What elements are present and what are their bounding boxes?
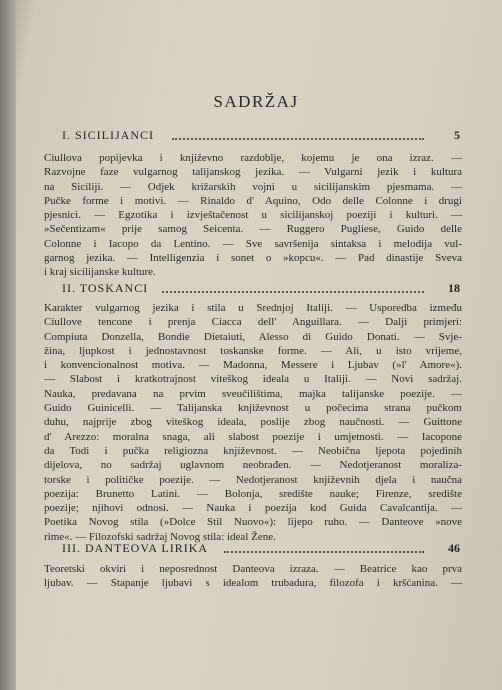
summary-line: dijelova, no sadržaj uglavnom neobrađen. — Nedotjeranost moraliza- (44, 459, 462, 472)
section-heading-1 (62, 128, 460, 144)
summary-line: Guido Guinicelli. — Talijanska književnost u počecima strana pučkom (44, 402, 462, 415)
section-page-number: 5 (454, 128, 460, 142)
section-page-number: 18 (448, 281, 460, 295)
summary-line: — Slabost i kratkotrajnost viteškog ideala u Italiji. — Novi sadržaj. (44, 373, 462, 386)
summary-line: Ciullove tencone i prenja Ciacca dell' Anguillara. — Dalji primjeri: (44, 316, 462, 329)
page-title: SADRŽAJ (213, 92, 299, 111)
summary-line: garnog jezika. — Intelligenzia i sonet o »kopcu«. — Pad dinastije Sveva (44, 252, 462, 265)
section-summary-2 (44, 301, 462, 544)
summary-line: Razvojne faze vulgarnog talijanskog jezika. — Vulgarni jezik i kultura (44, 166, 462, 179)
summary-line: pjesnici. — Egzotika i izvještačenost u sicilijanskoj poeziji i kulturi. — (44, 209, 462, 222)
section-title: I. SICILIJANCI (62, 128, 154, 142)
summary-line: Compiuta Donzella, Bondie Dietaiuti, Alesso di Guido Donati. — Svje- (44, 330, 462, 343)
summary-line: Karakter vulgarnog jezika i stila u Srednjoj Italiji. — Usporedba između (44, 302, 462, 314)
summary-line: Poetika Novog stila (»Dolce Stil Nuovo«): lijepo ruho. — Danteove »nove (44, 516, 462, 529)
summary-line: torske i političke poezije. — Nedotjeranost književnih djela i naučna (44, 473, 462, 486)
summary-line: Nauka, predavana na prvim sveučilištima, majka talijanske poezije. — (44, 387, 462, 400)
section-summary-1 (44, 151, 462, 280)
summary-line: »Sečentizam« prije samog Seicenta. — Ruggero Pugliese, Guido delle (44, 223, 462, 236)
summary-line: poezije; njihovi odnosi. — Nauka i poezija kod Guida Cavalcantija. — (44, 502, 462, 515)
section-heading-2 (62, 281, 460, 297)
summary-line: Teoretski okviri i neposrednost Danteova izraza. — Beatrice kao prva (44, 563, 462, 575)
dot-leader (162, 282, 424, 293)
section-heading-3 (62, 541, 460, 557)
summary-line: Ciullova popijevka i književno razdoblje, kojemu je ona izraz. — (44, 152, 462, 164)
summary-line: duhu, najprije zbog viteškog ideala, poslije zbog naučnosti. — Guittone (44, 416, 462, 429)
section-page-number: 46 (448, 541, 460, 555)
summary-line: Colonne i Iacopo da Lentino. — Sve savršenija sintaksa i melodija vul- (44, 237, 462, 250)
section-summary-3 (44, 562, 462, 591)
dot-leader (172, 129, 424, 140)
section-title: II. TOSKANCI (62, 281, 149, 295)
summary-line: na Siciliji. — Odjek križarskih vojni u sicilijanskim pjesmama. — (44, 180, 462, 193)
dot-leader (224, 542, 424, 553)
summary-line: ljubav. — Stapanje ljubavi s idealom trubadura, filozofa i kršćanina. — (44, 577, 462, 590)
summary-line: žina, ljupkost i jednostavnost toskanske forme. — Ali, u isto vrijeme, (44, 344, 462, 357)
summary-line: da Todi i pučka religiozna književnost. — Neobična ljepota pojedinih (44, 444, 462, 457)
summary-line: poezija: Brunetto Latini. — Bolonja, središte nauke; Firenze, središte (44, 487, 462, 500)
section-title: III. DANTEOVA LIRIKA (62, 541, 209, 555)
summary-line: Pučke forme i motivi. — Rinaldo d' Aquino, Odo delle Colonne i drugi (44, 194, 462, 207)
summary-line: d' Arezzo: moralna snaga, ali slabost poezije i umjetnosti. — Iacopone (44, 430, 462, 443)
summary-line: i konvencionalnost motiva. — Madonna, Messere i Ljubav (»l' Amore«). (44, 359, 462, 372)
summary-line: i kraj sicilijanske kulture. (44, 266, 156, 279)
summary-line: rime«. — Filozofski sadržaj Novog stila: ideal Žene. (44, 530, 276, 543)
